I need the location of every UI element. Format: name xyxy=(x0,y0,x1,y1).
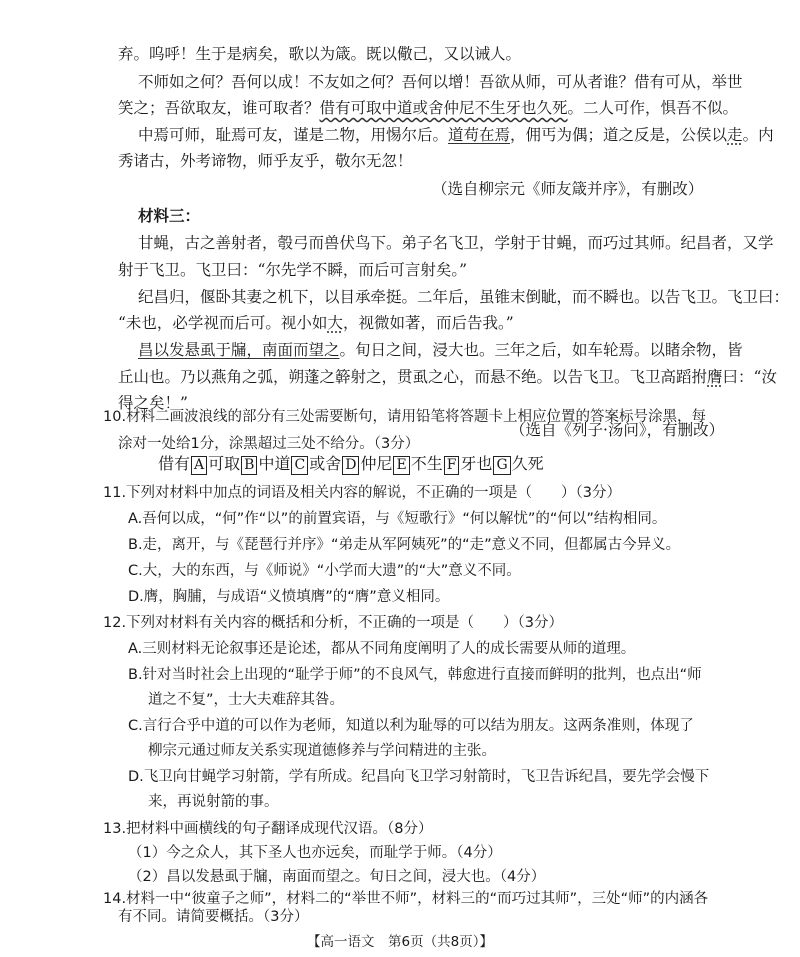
m3-dotted-word: 大 xyxy=(327,314,343,332)
q10-seg-1: 可取 xyxy=(208,454,241,473)
q12-option-b-line2: 道之不复”，士大夫难辞其咎。 xyxy=(148,692,345,708)
q10-label-d[interactable]: D xyxy=(342,456,359,475)
q10-seg-7: 久死 xyxy=(511,454,544,473)
m3-dotted-word-2: 膺 xyxy=(707,368,723,386)
m2-line4-a: 中焉可师，耻焉可友，谨是二物，用惕尔后。 xyxy=(138,126,449,144)
q10-seg-4: 仲尼 xyxy=(360,454,393,473)
m3-p3-line2-main: 丘山也。乃以燕角之弧，朔蓬之簳射之，贯虱之心，而悬不绝。以告飞卫。飞卫高蹈拊 xyxy=(118,368,708,386)
q12-option-b-line1[interactable]: B.针对当时社会上出现的“耻学于师”的不良风气，韩愈进行直接而鲜明的批判，也点出“师 xyxy=(128,667,702,683)
page-footer: 【高一语文 第6页（共8页）】 xyxy=(307,934,493,950)
q10-seg-3: 或舍 xyxy=(309,454,342,473)
q12-option-d-line2: 来，再说射箭的事。 xyxy=(148,794,279,810)
q10-label-c[interactable]: C xyxy=(291,456,308,475)
m2-line4-c: ，佣丐为偶；道之反是，公侯以 xyxy=(510,126,728,144)
q11-option-c[interactable]: C.大，大的东西，与《师说》“小学而大遗”的“大”意义不同。 xyxy=(128,563,521,579)
q10-seg-5: 不生 xyxy=(410,454,443,473)
m2-line5: 秀诸古，外考谛物，师乎友乎，敬尔无忽！ xyxy=(118,152,413,170)
q12-option-d-line1[interactable]: D.飞卫向甘蝇学习射箭，学有所成。纪昌向飞卫学习射箭时，飞卫告诉纪昌，要先学会慢下 xyxy=(128,769,710,785)
q12-option-c-line1[interactable]: C.言行合乎中道的可以作为老师，知道以利为耻辱的可以结为朋友。这两条准则，体现了 xyxy=(128,718,694,734)
m2-wavy-line-segment: 借有可取中道或舍仲尼不生牙也久死 xyxy=(319,99,568,117)
q10-line2: 涂对一处给1分，涂黑超过三处不给分。（3分） xyxy=(118,436,420,452)
q10-line1: 10.材料二画波浪线的部分有三处需要断句，请用铅笔将答题卡上相应位置的答案标号涂黑，每 xyxy=(103,409,707,425)
m3-p3-line3: 得之矣！” xyxy=(118,394,188,412)
m2-line3-a: 笑之；吾欲取友，谁可取者？ xyxy=(118,99,320,117)
m3-source: （选自《列子·汤问》，有删改） xyxy=(510,421,725,439)
q12-option-c-line2: 柳宗元通过师友关系实现道德修养与学问精进的主张。 xyxy=(148,743,496,759)
m2-source: （选自柳宗元《师友箴并序》，有删改） xyxy=(432,180,704,198)
q14-line1: 14.材料一中“彼童子之师”，材料二的“举世不师”，材料三的“而巧过其师”，三处“师”的内涵各 xyxy=(103,891,709,907)
q10-label-b[interactable]: B xyxy=(241,456,257,475)
q13-sentence-2: （2）昌以发悬虱于牖，南面而望之。旬日之间，浸大也。（4分） xyxy=(128,869,546,885)
m3-p1-line1: 甘蝇，古之善射者，彀弓而兽伏鸟下。弟子名飞卫，学射于甘蝇，而巧过其师。纪昌者，又学 xyxy=(138,234,774,252)
q10-seg-2: 中道 xyxy=(258,454,291,473)
q11-stem: 11.下列对材料中加点的词语及相关内容的解说，不正确的一项是（ ）（3分） xyxy=(103,485,622,501)
q11-option-b[interactable]: B.走，离开，与《琵琶行并序》“弟走从军阿姨死”的“走”意义不同，但都属古今异义。 xyxy=(128,537,681,553)
m3-p2-line1: 纪昌归，偃卧其妻之机下，以目承牵挺。二年后，虽锥末倒眦，而不瞬也。以告飞卫。飞卫曰： xyxy=(138,288,790,306)
q10-label-f[interactable]: F xyxy=(444,456,460,475)
q10-label-g[interactable]: G xyxy=(493,456,510,475)
q10-seg-0: 借有 xyxy=(158,454,191,473)
m2-line4-e: 。内 xyxy=(742,126,774,144)
m2-dotted-word: 走 xyxy=(727,126,743,144)
m2-underlined-segment: 道苟在焉 xyxy=(448,126,511,144)
q10-seg-6: 牙也 xyxy=(460,454,493,473)
m3-p2-line2-a: “未也，必学视而后可。视小如 xyxy=(118,314,328,332)
m3-underlined-segment: 昌以发悬虱于牖，南面而望之 xyxy=(138,341,340,359)
q14-line2: 有不同。请简要概括。（3分） xyxy=(118,909,309,925)
m3-p2-line2-c: ，视微如著，而后告我。” xyxy=(342,314,514,332)
m3-p3-line2-end: 曰：“汝 xyxy=(722,368,777,386)
q12-option-a[interactable]: A.三则材料无论叙事还是论述，都从不同角度阐明了人的成长需要从师的道理。 xyxy=(128,641,636,657)
q10-label-a[interactable]: A xyxy=(191,456,207,475)
q11-option-d[interactable]: D.膺，胸脯，与成语“义愤填膺”的“膺”意义相同。 xyxy=(128,589,450,605)
m3-heading: 材料三： xyxy=(138,207,201,225)
m2-line3-c: 。二人可作，惧吾不似。 xyxy=(567,99,739,117)
q11-option-a[interactable]: A.吾何以成，“何”作“以”的前置宾语，与《短歌行》“何以解忧”的“何以”结构相同。 xyxy=(128,511,667,527)
m2-line2: 不师如之何？吾何以成！不友如之何？吾何以增！吾欲从师，可从者谁？借有可从，举世 xyxy=(138,73,743,91)
q13-sentence-1: （1）今之众人，其下圣人也亦远矣，而耻学于师。（4分） xyxy=(128,845,502,861)
m2-line1: 弃。呜呼！生于是病矣，歌以为箴。既以儆己，又以诫人。 xyxy=(118,45,522,63)
q10-label-e[interactable]: E xyxy=(393,456,409,475)
q12-stem: 12.下列对材料有关内容的概括和分析，不正确的一项是（ ）（3分） xyxy=(103,615,564,631)
m3-p3-line1-b: 。旬日之间，浸大也。三年之后，如车轮焉。以睹余物，皆 xyxy=(339,341,743,359)
q13-stem: 13.把材料中画横线的句子翻译成现代汉语。（8分） xyxy=(103,821,433,837)
m3-p1-line2: 射于飞卫。飞卫曰：“尔先学不瞬，而后可言射矣。” xyxy=(118,261,468,279)
